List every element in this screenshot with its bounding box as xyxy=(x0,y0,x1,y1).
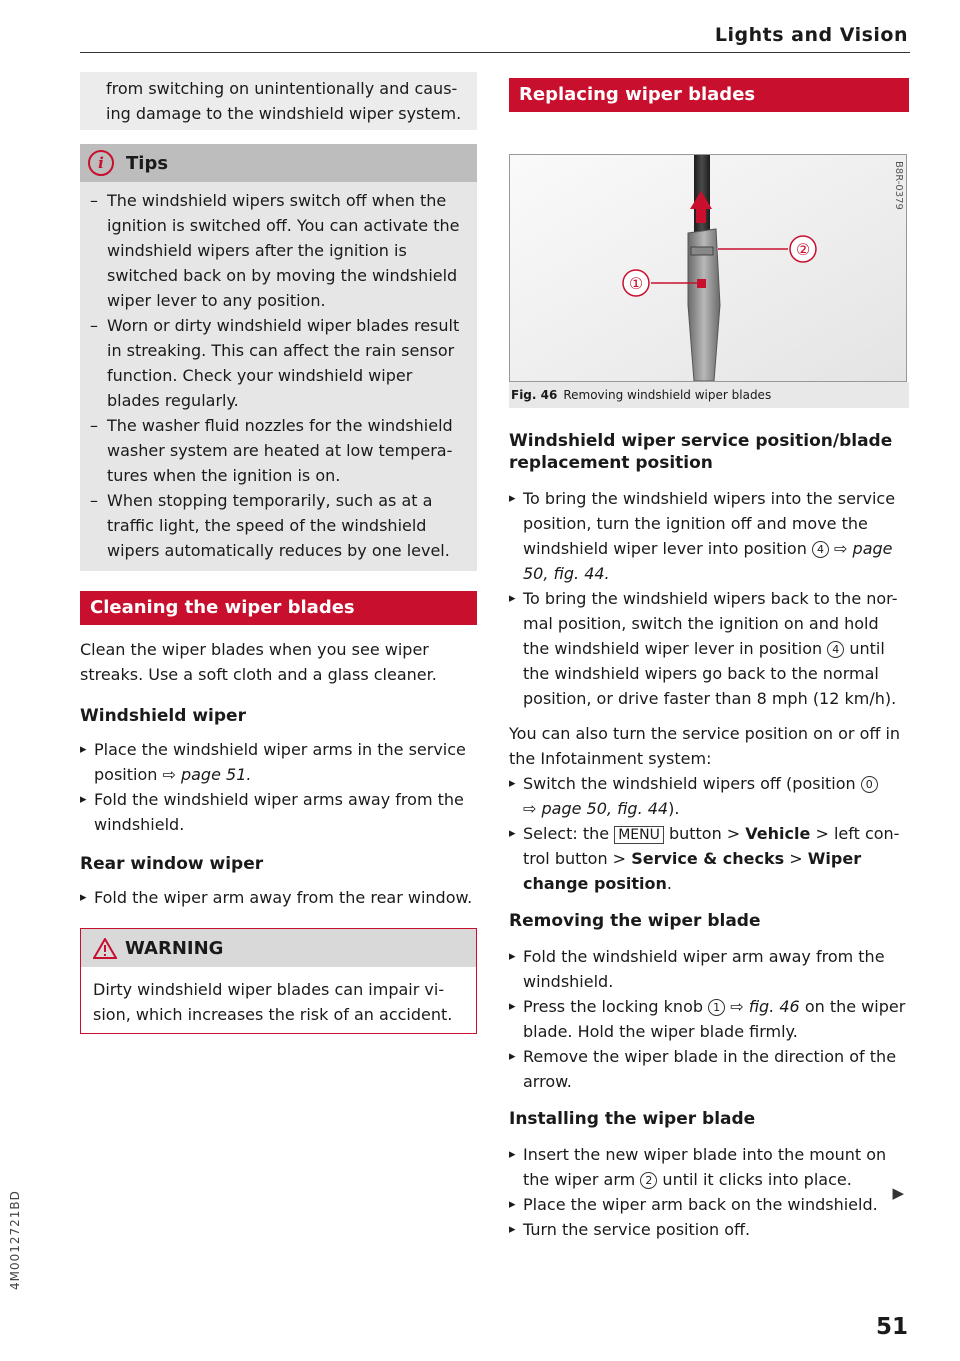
infotainment-intro: You can also turn the service position on or off in the Infotainment system: xyxy=(509,724,901,768)
figure-reference-link[interactable]: ⇨ fig. 46 xyxy=(730,997,800,1016)
removing-steps xyxy=(509,944,909,1094)
rear-wiper-heading: Rear window wiper xyxy=(80,854,264,874)
tips-box xyxy=(80,144,477,571)
step-item xyxy=(509,821,909,896)
step-text: To bring the windshield wipers back to the nor-mal position, switch the ignition on and hold the windshield wiper lever in position xyxy=(523,589,898,658)
tip-item: – The windshield wipers switch off when the ignition is switched off. You can activate the windshield wipers after the ignition is switched back on by moving the windshield wiper lever to any position. xyxy=(90,188,465,313)
step-text: on the wiper blade. Hold the wiper blade firmly. xyxy=(523,997,906,1041)
tip-item: – Worn or dirty windshield wiper blades result in streaking. This can affect the rain sensor function. Check your windshield wiper blades regularly. xyxy=(90,313,465,413)
step-item: ▸ Turn the service position off. xyxy=(509,1217,909,1242)
step-text: ). xyxy=(668,799,680,818)
step-text: > left con-trol button > xyxy=(523,824,900,868)
step-text: button > xyxy=(668,824,741,843)
service-position-heading: Windshield wiper service position/blade replacement position xyxy=(509,431,893,473)
warning-body xyxy=(81,967,476,1033)
page-reference-link[interactable]: ⇨ page 51. xyxy=(162,765,252,784)
tips-header xyxy=(80,144,477,182)
windshield-wiper-heading: Windshield wiper xyxy=(80,706,246,726)
continue-arrow-icon: ▶ xyxy=(892,1184,904,1202)
warning-text: Dirty windshield wiper blades can impair vi-sion, which increases the risk of an accident. xyxy=(93,980,453,1024)
vehicle-label: Vehicle xyxy=(745,824,811,843)
document-code: 4M0012721BD xyxy=(8,1190,22,1290)
warning-triangle-icon xyxy=(93,938,117,959)
figure-label-1: ① xyxy=(628,274,644,293)
right-column xyxy=(509,78,909,1242)
step-item: ▸ Fold the windshield wiper arms away from the windshield. xyxy=(80,787,477,837)
step-text: To bring the windshield wipers into the service position, turn the ignition off and move the windshield wiper lever into position xyxy=(523,489,896,558)
windshield-steps xyxy=(80,737,477,837)
step-text: until the windshield wipers go back to the normal position, or drive faster than 8 mph (12 km/h). xyxy=(523,639,897,708)
wiper-change-label: Wiper change position xyxy=(523,849,862,893)
step-text: Switch the windshield wipers off (position xyxy=(523,774,856,793)
step-item: ▸ Remove the wiper blade in the direction of the arrow. xyxy=(509,1044,909,1094)
header-rule xyxy=(80,52,910,53)
cleaning-intro: Clean the wiper blades when you see wiper streaks. Use a soft cloth and a glass cleaner. xyxy=(80,640,437,684)
step-item: ▸ Fold the windshield wiper arm away from the windshield. xyxy=(509,944,909,994)
step-text: until it clicks into place. xyxy=(662,1170,852,1189)
step-item xyxy=(509,1142,909,1192)
step-item xyxy=(509,486,909,586)
menu-key: MENU xyxy=(614,826,664,844)
position-4-marker: 4 xyxy=(827,641,844,658)
step-item: ▸ Place the wiper arm back on the windshield. xyxy=(509,1192,909,1217)
step-text: . xyxy=(666,874,672,893)
figure-caption-text: Removing windshield wiper blades xyxy=(563,388,772,402)
position-0-marker: 0 xyxy=(861,776,878,793)
figure-wiper-removal xyxy=(509,154,907,382)
left-column xyxy=(80,72,477,1034)
step-text: Select: the xyxy=(523,824,610,843)
step-item xyxy=(509,771,909,821)
page-header-title: Lights and Vision xyxy=(714,24,908,46)
page-number: 51 xyxy=(875,1314,908,1340)
tips-list xyxy=(80,182,477,563)
warning-title: WARNING xyxy=(125,937,224,959)
step-text: Place the windshield wiper arms in the service position xyxy=(94,740,466,784)
figure-caption xyxy=(509,382,909,408)
step-item xyxy=(80,737,477,787)
installing-heading: Installing the wiper blade xyxy=(509,1109,756,1129)
arm-2-marker: 2 xyxy=(640,1172,657,1189)
position-4-marker: 4 xyxy=(812,541,829,558)
infotainment-steps xyxy=(509,771,909,896)
figure-label-2: ② xyxy=(795,240,811,259)
section-title-replacing: Replacing wiper blades xyxy=(509,78,909,112)
step-text: Press the locking knob xyxy=(523,997,704,1016)
warning-box xyxy=(80,928,477,1034)
step-text: > xyxy=(789,849,803,868)
tip-item: – The washer fluid nozzles for the windshield washer system are heated at low tempera-tures when the ignition is on. xyxy=(90,413,465,488)
service-checks-label: Service & checks xyxy=(631,849,785,868)
step-text: Insert the new wiper blade into the mount on the wiper arm xyxy=(523,1145,887,1189)
step-item xyxy=(509,994,909,1044)
continuation-text: from switching on unintentionally and caus-ing damage to the windshield wiper system. xyxy=(106,79,462,123)
wiper-illustration xyxy=(510,155,906,381)
step-item: ▸ Fold the wiper arm away from the rear window. xyxy=(80,885,477,910)
step-item xyxy=(509,586,909,711)
rear-steps xyxy=(80,885,477,910)
service-steps xyxy=(509,486,909,711)
warning-header xyxy=(81,929,476,967)
info-icon: i xyxy=(88,150,114,176)
tips-title: Tips xyxy=(126,152,169,174)
installing-steps xyxy=(509,1142,909,1242)
page-reference-link[interactable]: ⇨ page 50, fig. 44 xyxy=(523,799,669,818)
figure-code: B8R-0379 xyxy=(893,161,904,210)
section-title-cleaning: Cleaning the wiper blades xyxy=(80,591,477,625)
page-reference-link[interactable]: ⇨ page 50, fig. 44. xyxy=(523,539,893,583)
knob-1-marker: 1 xyxy=(708,999,725,1016)
continuation-box xyxy=(80,72,477,130)
tip-item: – When stopping temporarily, such as at a traffic light, the speed of the windshield wipers automatically reduces by one level. xyxy=(90,488,465,563)
removing-heading: Removing the wiper blade xyxy=(509,911,761,931)
figure-number: Fig. 46 xyxy=(511,388,558,402)
